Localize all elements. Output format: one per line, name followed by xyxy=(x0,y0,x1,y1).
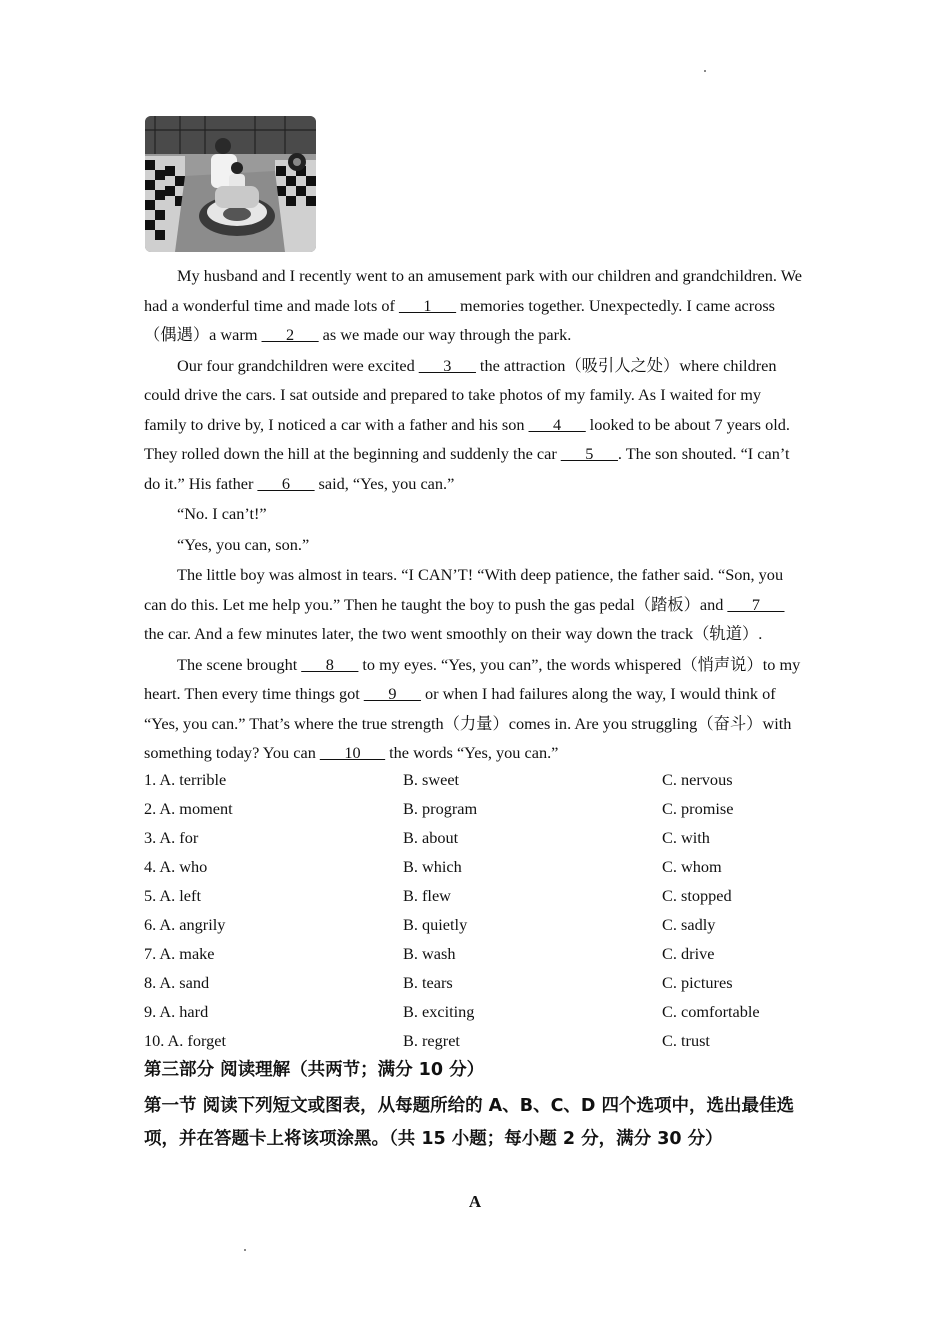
option-b: B. which xyxy=(403,857,462,876)
option-row xyxy=(144,968,804,997)
blank-8: ___8___ xyxy=(301,654,359,674)
blank-10: ___10___ xyxy=(319,743,386,762)
option-a: 4. A. who xyxy=(144,857,208,876)
option-row xyxy=(144,823,804,852)
scan-speck xyxy=(244,1249,246,1251)
option-c: C. sadly xyxy=(662,915,716,934)
option-a: 3. A. for xyxy=(144,828,199,847)
option-a: 7. A. make xyxy=(144,944,215,963)
paragraph: The little boy was almost in tears. “I CAN’T! “With deep patience, the father said. “Son, you can do this. Let me help you.” Then he taught the boy to push the gas pedal（踏板）and ___7___ the car. And a few minutes later, the two went smoothly on their way down the track（轨道）. xyxy=(144,565,785,643)
blank-4: ___4___ xyxy=(528,414,586,434)
blank-3: ___3___ xyxy=(418,355,476,375)
blank-1: ___1___ xyxy=(399,295,456,315)
option-c: C. nervous xyxy=(662,770,733,789)
option-b: B. exciting xyxy=(403,1002,475,1021)
option-a: 2. A. moment xyxy=(144,799,233,818)
option-a: 8. A. sand xyxy=(144,973,210,992)
bumper-car-photo-icon xyxy=(145,116,316,252)
cloze-passage xyxy=(144,261,804,769)
option-row xyxy=(144,881,804,910)
option-b: B. about xyxy=(403,828,459,847)
option-c: C. trust xyxy=(662,1031,710,1050)
option-b: B. program xyxy=(403,799,478,818)
option-c: C. pictures xyxy=(662,973,733,992)
option-b: B. tears xyxy=(403,973,453,992)
option-a: 1. A. terrible xyxy=(144,770,227,789)
option-row xyxy=(144,765,804,794)
scan-speck xyxy=(704,70,706,72)
paragraph: Our four grandchildren were excited ___3___ the attraction（吸引人之处）where children could drive the cars. I sat outside and prepared to take photos of my family. As I waited for my family to drive by, I noticed a car with a father and his son ___4___ looked to be about 7 years old. They rolled down the hill at the beginning and suddenly the car ___5___. The son shouted. “I can’t do it.” His father ___6___ said, “Yes, you can.” xyxy=(144,355,790,493)
option-a: 10. A. forget xyxy=(144,1031,227,1050)
option-a: 5. A. left xyxy=(144,886,201,905)
blank-5: ___5___ xyxy=(560,444,618,463)
option-b: B. flew xyxy=(403,886,451,905)
passage-heading-a: A xyxy=(468,1192,482,1211)
option-c: C. whom xyxy=(662,857,722,876)
option-c: C. drive xyxy=(662,944,715,963)
answer-options xyxy=(144,765,804,1055)
blank-9: ___9___ xyxy=(363,684,421,703)
option-b: B. wash xyxy=(403,944,456,963)
option-row xyxy=(144,910,804,939)
option-c: C. promise xyxy=(662,799,734,818)
section-title: 第一节 阅读下列短文或图表，从每题所给的 A、B、C、D 四个选项中，选出最佳选项，并在答题卡上将该项涂黑。（共 15 小题；每小题 2 分，满分 30 分） xyxy=(144,1096,795,1149)
option-row xyxy=(144,1026,804,1055)
option-row xyxy=(144,939,804,968)
option-row xyxy=(144,997,804,1026)
option-b: B. quietly xyxy=(403,915,468,934)
option-a: 6. A. angrily xyxy=(144,915,226,934)
paragraph: “Yes, you can, son.” xyxy=(177,534,310,554)
blank-6: ___6___ xyxy=(257,473,315,493)
part-title: 第三部分 阅读理解（共两节；满分 10 分） xyxy=(144,1060,485,1080)
option-c: C. comfortable xyxy=(662,1002,760,1021)
option-a: 9. A. hard xyxy=(144,1002,209,1021)
paragraph: The scene brought ___8___ to my eyes. “Yes, you can”, the words whispered（悄声说）to my heart. Then every time things got ___9___ or when I had failures along the way, I would think of “Yes, you can.” That’s where the true strength（力量）comes in. Are you struggling（奋斗）with something today? You can ___10___ the words “Yes, you can.” xyxy=(144,654,801,762)
paragraph: “No. I can’t!” xyxy=(177,504,267,523)
option-b: B. regret xyxy=(403,1031,460,1050)
option-c: C. with xyxy=(662,828,710,847)
paragraph: My husband and I recently went to an amusement park with our children and grandchildren. We had a wonderful time and made lots of ___1___ memories together. Unexpectedly. I came across（偶遇）a warm ___2___ as we made our way through the park. xyxy=(144,266,803,344)
option-row xyxy=(144,794,804,823)
option-b: B. sweet xyxy=(403,770,460,789)
option-c: C. stopped xyxy=(662,886,732,905)
blank-2: ___2___ xyxy=(261,325,319,344)
blank-7: ___7___ xyxy=(727,594,785,614)
option-row xyxy=(144,852,804,881)
